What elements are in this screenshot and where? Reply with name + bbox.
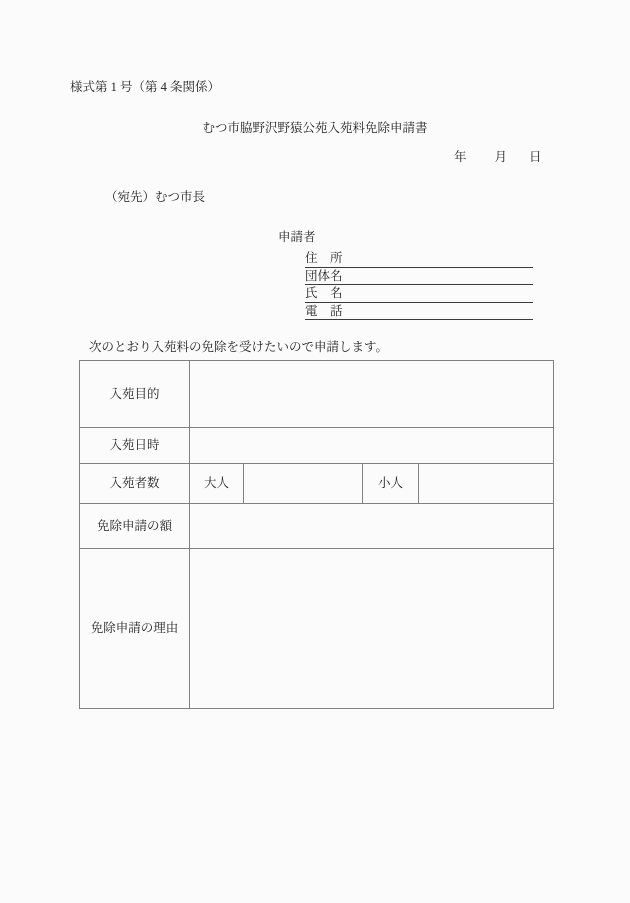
applicant-fields bbox=[305, 250, 533, 320]
purpose-value-cell bbox=[190, 361, 554, 428]
adult-value-cell bbox=[244, 464, 363, 504]
organization-field bbox=[305, 268, 533, 286]
purpose-row-label: 入苑目的 bbox=[80, 361, 190, 428]
addressee: （宛先）むつ市長 bbox=[105, 190, 206, 204]
name-field-label: 氏 名 bbox=[305, 286, 343, 301]
visitor-count-row-label: 入苑者数 bbox=[80, 464, 190, 504]
child-label-cell: 小人 bbox=[363, 464, 419, 504]
date-month-label: 月 bbox=[494, 150, 508, 164]
date-line bbox=[454, 150, 542, 164]
adult-label-cell: 大人 bbox=[190, 464, 244, 504]
phone-field-label: 電 話 bbox=[305, 303, 343, 318]
exemption-application-table bbox=[79, 360, 554, 709]
organization-field-value bbox=[343, 283, 533, 284]
page-title: むつ市脇野沢野猿公苑入苑料免除申請書 bbox=[202, 121, 428, 135]
phone-field bbox=[305, 303, 533, 321]
table-row-exemption-reason bbox=[80, 549, 554, 709]
child-value-cell bbox=[419, 464, 554, 504]
table-row-exemption-amount bbox=[80, 504, 554, 549]
exemption-reason-row-label: 免除申請の理由 bbox=[80, 549, 190, 709]
date-year-label: 年 bbox=[454, 150, 467, 164]
address-field bbox=[305, 250, 533, 268]
phone-field-value bbox=[343, 318, 533, 319]
datetime-value-cell bbox=[190, 428, 554, 464]
table-row-visitor-count bbox=[80, 464, 554, 504]
exemption-amount-row-label: 免除申請の額 bbox=[80, 504, 190, 549]
declaration-text: 次のとおり入苑料の免除を受けたいので申請します。 bbox=[89, 340, 389, 354]
applicant-heading: 申請者 bbox=[278, 230, 316, 244]
table-row-datetime bbox=[80, 428, 554, 464]
exemption-amount-value-cell bbox=[190, 504, 554, 549]
name-field-value bbox=[343, 301, 533, 302]
table-row-purpose bbox=[80, 361, 554, 428]
exemption-reason-value-cell bbox=[190, 549, 554, 709]
name-field bbox=[305, 285, 533, 303]
address-field-label: 住 所 bbox=[305, 251, 343, 266]
date-day-label: 日 bbox=[529, 150, 542, 164]
datetime-row-label: 入苑日時 bbox=[80, 428, 190, 464]
organization-field-label: 団体名 bbox=[305, 268, 343, 283]
form-number: 様式第 1 号（第 4 条関係） bbox=[70, 80, 221, 94]
address-field-value bbox=[343, 266, 533, 267]
